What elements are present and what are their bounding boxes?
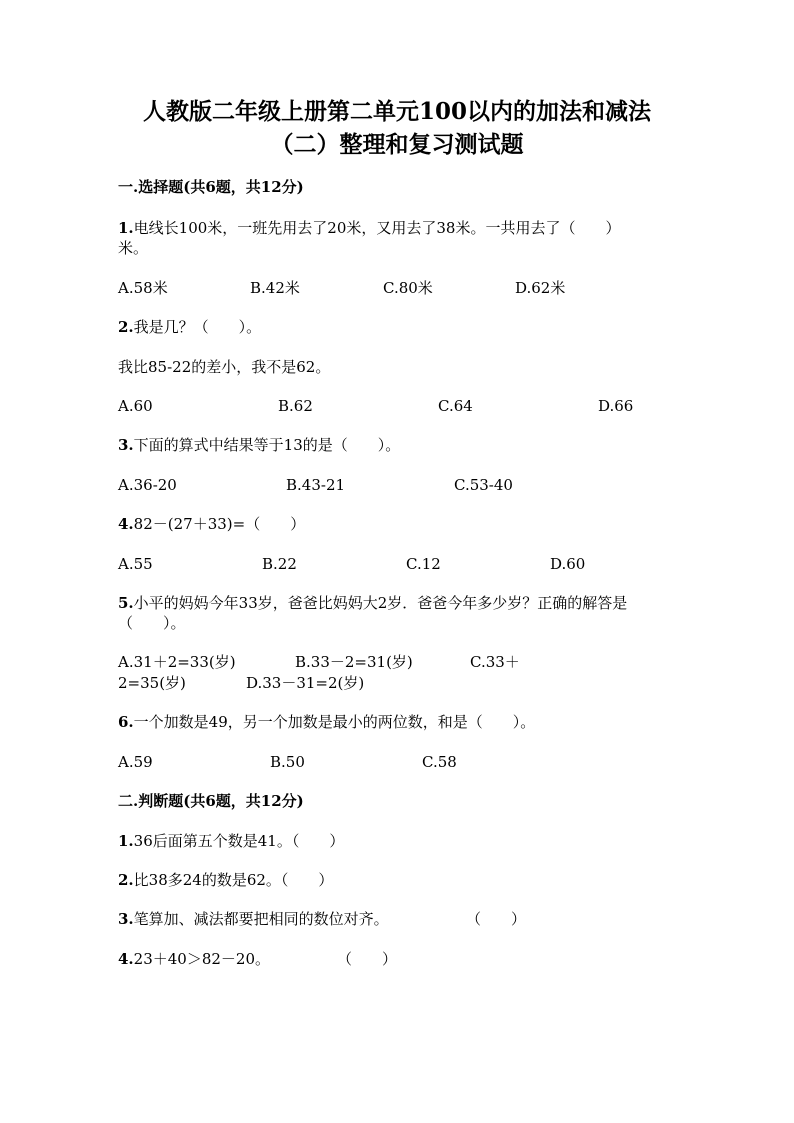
- s2-q2-number: 2.: [118, 871, 134, 889]
- section1-heading: 一.选择题(共6题，共12分): [118, 178, 304, 196]
- s2-q4-number: 4.: [118, 950, 134, 968]
- s1-q6-option-b[interactable]: B.50: [270, 753, 305, 771]
- s1-q2-option-c[interactable]: C.64: [438, 397, 473, 415]
- s1-q3-line: [118, 435, 400, 455]
- page-title-line1: 人教版二年级上册第二单元100以内的加法和减法: [142, 98, 651, 125]
- s2-q3-text: 笔算加、减法都要把相同的数位对齐。: [133, 910, 389, 928]
- s1-q5-number: 5.: [118, 594, 134, 612]
- s1-q2-subtext: 我比85-22的差小，我不是62。: [118, 358, 331, 376]
- s1-q5-line2: （ ）。: [118, 614, 186, 632]
- s2-q4-text: 23＋40＞82－20。: [133, 950, 271, 968]
- s1-q3-text: 下面的算式中结果等于13的是（ ）。: [133, 436, 401, 454]
- s1-q6-line: [118, 712, 535, 732]
- s2-q4-answer-paren[interactable]: （ ）: [337, 950, 398, 968]
- s2-q1-number: 1.: [118, 832, 134, 850]
- s1-q5-text: 小平的妈妈今年33岁，爸爸比妈妈大2岁．爸爸今年多少岁？正确的解答是: [133, 594, 628, 612]
- s1-q1-number: 1.: [118, 219, 134, 237]
- s1-q2-option-b[interactable]: B.62: [278, 397, 313, 415]
- s2-q1-text: 36后面第五个数是41。（ ）: [133, 832, 345, 850]
- s1-q2-number: 2.: [118, 318, 134, 336]
- s1-q5-option-a[interactable]: A.31＋2=33(岁): [118, 653, 236, 671]
- s1-q3-number: 3.: [118, 436, 134, 454]
- s1-q1-text: 电线长100米，一班先用去了20米，又用去了38米。一共用去了（ ）: [133, 219, 621, 237]
- s2-q3-line: [118, 909, 389, 929]
- s2-q3-number: 3.: [118, 910, 134, 928]
- s1-q4-text: 82－(27＋33)=（ ）: [133, 515, 306, 533]
- s1-q5-option-d[interactable]: D.33－31=2(岁): [246, 674, 365, 692]
- s2-q3-answer-paren[interactable]: （ ）: [466, 910, 527, 928]
- s1-q4-option-c[interactable]: C.12: [406, 555, 441, 573]
- s1-q5-option-c-cont[interactable]: 2=35(岁): [118, 674, 186, 692]
- s1-q1-option-a[interactable]: A.58米: [118, 279, 168, 297]
- s1-q1-line1: [118, 218, 620, 238]
- s1-q2-line: [118, 317, 261, 337]
- s1-q4-line: [118, 514, 305, 534]
- s1-q1-option-c[interactable]: C.80米: [383, 279, 433, 297]
- s1-q4-option-d[interactable]: D.60: [550, 555, 586, 573]
- s1-q6-option-a[interactable]: A.59: [118, 753, 153, 771]
- s1-q2-option-a[interactable]: A.60: [118, 397, 153, 415]
- s2-q1-line: [118, 831, 344, 851]
- section2-heading: 二.判断题(共6题，共12分): [118, 792, 304, 810]
- s1-q1-option-b[interactable]: B.42米: [250, 279, 300, 297]
- s1-q1-line2: 米。: [118, 239, 149, 257]
- s1-q5-line1: [118, 593, 627, 613]
- s1-q2-option-d[interactable]: D.66: [598, 397, 634, 415]
- page-title-line2: （二）整理和复习测试题: [270, 131, 524, 158]
- s1-q6-text: 一个加数是49，另一个加数是最小的两位数，和是（ ）。: [133, 713, 536, 731]
- s1-q2-text: 我是几？（ ）。: [133, 318, 262, 336]
- s1-q3-option-a[interactable]: A.36-20: [118, 476, 177, 494]
- s1-q3-option-c[interactable]: C.53-40: [454, 476, 513, 494]
- s2-q2-line: [118, 870, 333, 890]
- s2-q4-line: [118, 949, 270, 969]
- s1-q3-option-b[interactable]: B.43-21: [286, 476, 346, 494]
- s1-q6-option-c[interactable]: C.58: [422, 753, 457, 771]
- s1-q6-number: 6.: [118, 713, 134, 731]
- s1-q5-option-b[interactable]: B.33－2=31(岁): [295, 653, 413, 671]
- s1-q4-option-a[interactable]: A.55: [118, 555, 153, 573]
- s1-q4-number: 4.: [118, 515, 134, 533]
- s1-q4-option-b[interactable]: B.22: [262, 555, 297, 573]
- s1-q5-option-c[interactable]: C.33＋: [470, 653, 520, 671]
- s2-q2-text: 比38多24的数是62。（ ）: [133, 871, 334, 889]
- s1-q1-option-d[interactable]: D.62米: [515, 279, 566, 297]
